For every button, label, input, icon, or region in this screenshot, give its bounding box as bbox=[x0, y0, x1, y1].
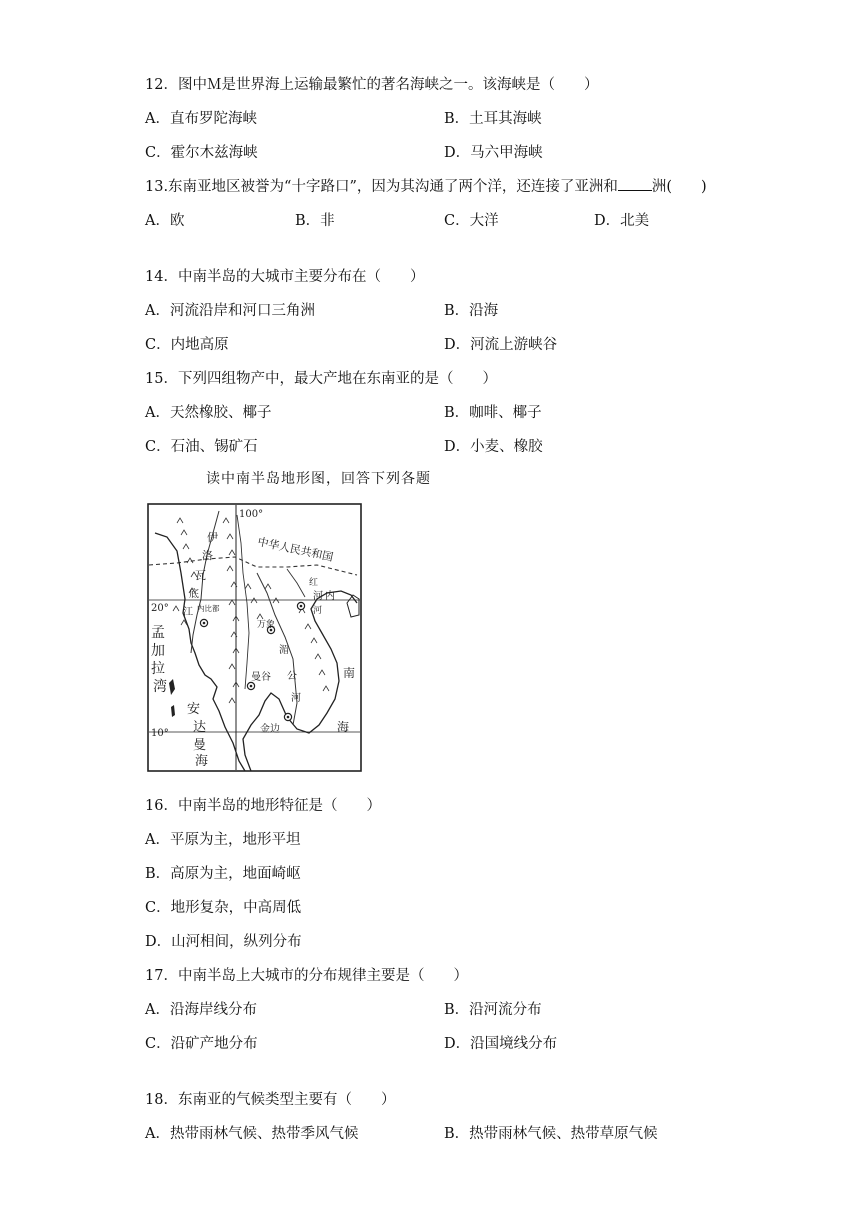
q14-option-b[interactable]: B．沿海 bbox=[444, 303, 499, 319]
q18-option-a[interactable]: A．热带雨林气候、热带季风气候 bbox=[145, 1126, 359, 1142]
bay-of-bengal-label-3: 拉 bbox=[151, 661, 165, 677]
naypyidaw-label: 内比都 bbox=[197, 604, 220, 613]
q12-option-a[interactable]: A．直布罗陀海峡 bbox=[145, 111, 257, 127]
q14-stem: 14．中南半岛的大城市主要分布在（ ） bbox=[145, 269, 425, 285]
q17-option-b[interactable]: B．沿河流分布 bbox=[444, 1002, 542, 1018]
map-frame bbox=[148, 504, 361, 771]
q17-option-a[interactable]: A．沿海岸线分布 bbox=[145, 1002, 257, 1018]
q18-option-b[interactable]: B．热带雨林气候、热带草原气候 bbox=[444, 1126, 658, 1142]
q16-option-b[interactable]: B．高原为主，地面崎岖 bbox=[145, 866, 301, 882]
irrawaddy-label-2: 洛 bbox=[202, 549, 213, 562]
q13-option-b[interactable]: B．非 bbox=[295, 213, 335, 229]
q18-stem: 18．东南亚的气候类型主要有（ ） bbox=[145, 1092, 396, 1108]
q12-stem: 12．图中Ｍ是世界海上运输最繁忙的著名海峡之一。该海峡是（ ） bbox=[145, 77, 599, 93]
bangkok-label: 曼谷 bbox=[251, 672, 271, 683]
bay-of-bengal-label-4: 湾 bbox=[153, 679, 167, 695]
q15-option-d[interactable]: D．小麦、橡胶 bbox=[444, 439, 543, 455]
q14-option-c[interactable]: C．内地高原 bbox=[145, 337, 229, 353]
q15-option-b[interactable]: B．咖啡、椰子 bbox=[444, 405, 542, 421]
q17-option-c[interactable]: C．沿矿产地分布 bbox=[145, 1036, 258, 1052]
q13-option-a[interactable]: A．欧 bbox=[145, 213, 185, 229]
bay-of-bengal-label-2: 加 bbox=[151, 643, 165, 659]
red-river-label-2: 河 bbox=[313, 606, 323, 616]
q13-blank[interactable] bbox=[618, 178, 652, 191]
q13-stem bbox=[145, 175, 707, 196]
vientiane-label: 万象 bbox=[257, 620, 276, 630]
q16-option-a[interactable]: A．平原为主，地形平坦 bbox=[145, 832, 301, 848]
andaman-label-4: 海 bbox=[195, 754, 209, 769]
q16-option-d[interactable]: D．山河相间，纵列分布 bbox=[145, 934, 302, 950]
mekong-label-3: 河 bbox=[291, 693, 301, 704]
map-svg bbox=[147, 503, 363, 773]
south-sea-label-1: 南 bbox=[343, 666, 356, 680]
mekong-label-1: 湄 bbox=[279, 645, 289, 656]
q14-option-a[interactable]: A．河流沿岸和河口三角洲 bbox=[145, 303, 315, 319]
q13-stem-part1: 13.东南亚地区被誉为“十字路口”，因为其沟通了两个洋，还连接了亚洲和 bbox=[145, 179, 618, 195]
q17-option-d[interactable]: D．沿国境线分布 bbox=[444, 1036, 558, 1052]
andaman-label-2: 达 bbox=[193, 720, 207, 735]
q15-option-a[interactable]: A．天然橡胶、椰子 bbox=[145, 405, 272, 421]
bay-of-bengal-label-1: 孟 bbox=[151, 625, 165, 641]
lon-100-label: 100° bbox=[239, 509, 264, 520]
indochina-terrain-map bbox=[147, 503, 363, 773]
lat-10-label: 10° bbox=[151, 728, 169, 739]
q12-option-b[interactable]: B．土耳其海峡 bbox=[444, 111, 542, 127]
q13-option-d[interactable]: D．北美 bbox=[594, 213, 650, 229]
irrawaddy-label-4: 底 bbox=[189, 589, 199, 600]
map-section-title: 读中南半岛地形图，回答下列各题 bbox=[206, 471, 431, 487]
q15-stem: 15．下列四组物产中，最大产地在东南亚的是（ ） bbox=[145, 371, 497, 387]
irrawaddy-label-5: 江 bbox=[183, 607, 193, 618]
hanoi-label-1: 河 bbox=[313, 591, 323, 602]
red-river-label-1: 红 bbox=[309, 578, 319, 588]
china-label: 中华人民共和国 bbox=[256, 535, 335, 564]
q16-stem: 16．中南半岛的地形特征是（ ） bbox=[145, 798, 381, 814]
andaman-label-1: 安 bbox=[187, 702, 201, 717]
q13-option-c[interactable]: C．大洋 bbox=[444, 213, 499, 229]
mekong-label-2: 公 bbox=[287, 671, 297, 682]
south-sea-label-2: 海 bbox=[337, 720, 350, 734]
andaman-label-3: 曼 bbox=[193, 738, 207, 753]
q15-option-c[interactable]: C．石油、锡矿石 bbox=[145, 439, 258, 455]
q14-option-d[interactable]: D．河流上游峡谷 bbox=[444, 337, 558, 353]
phnom-penh-label: 金边 bbox=[260, 724, 280, 735]
hanoi-label-2: 内 bbox=[325, 591, 335, 602]
irrawaddy-label-1: 伊 bbox=[207, 531, 218, 544]
lat-20-label: 20° bbox=[151, 603, 169, 614]
q16-option-c[interactable]: C．地形复杂，中高周低 bbox=[145, 900, 302, 916]
q13-stem-part2: 洲( ) bbox=[651, 179, 707, 195]
q17-stem: 17．中南半岛上大城市的分布规律主要是（ ） bbox=[145, 968, 468, 984]
irrawaddy-label-3: 瓦 bbox=[195, 569, 206, 582]
q12-option-c[interactable]: C．霍尔木兹海峡 bbox=[145, 145, 258, 161]
q12-option-d[interactable]: D．马六甲海峡 bbox=[444, 145, 543, 161]
